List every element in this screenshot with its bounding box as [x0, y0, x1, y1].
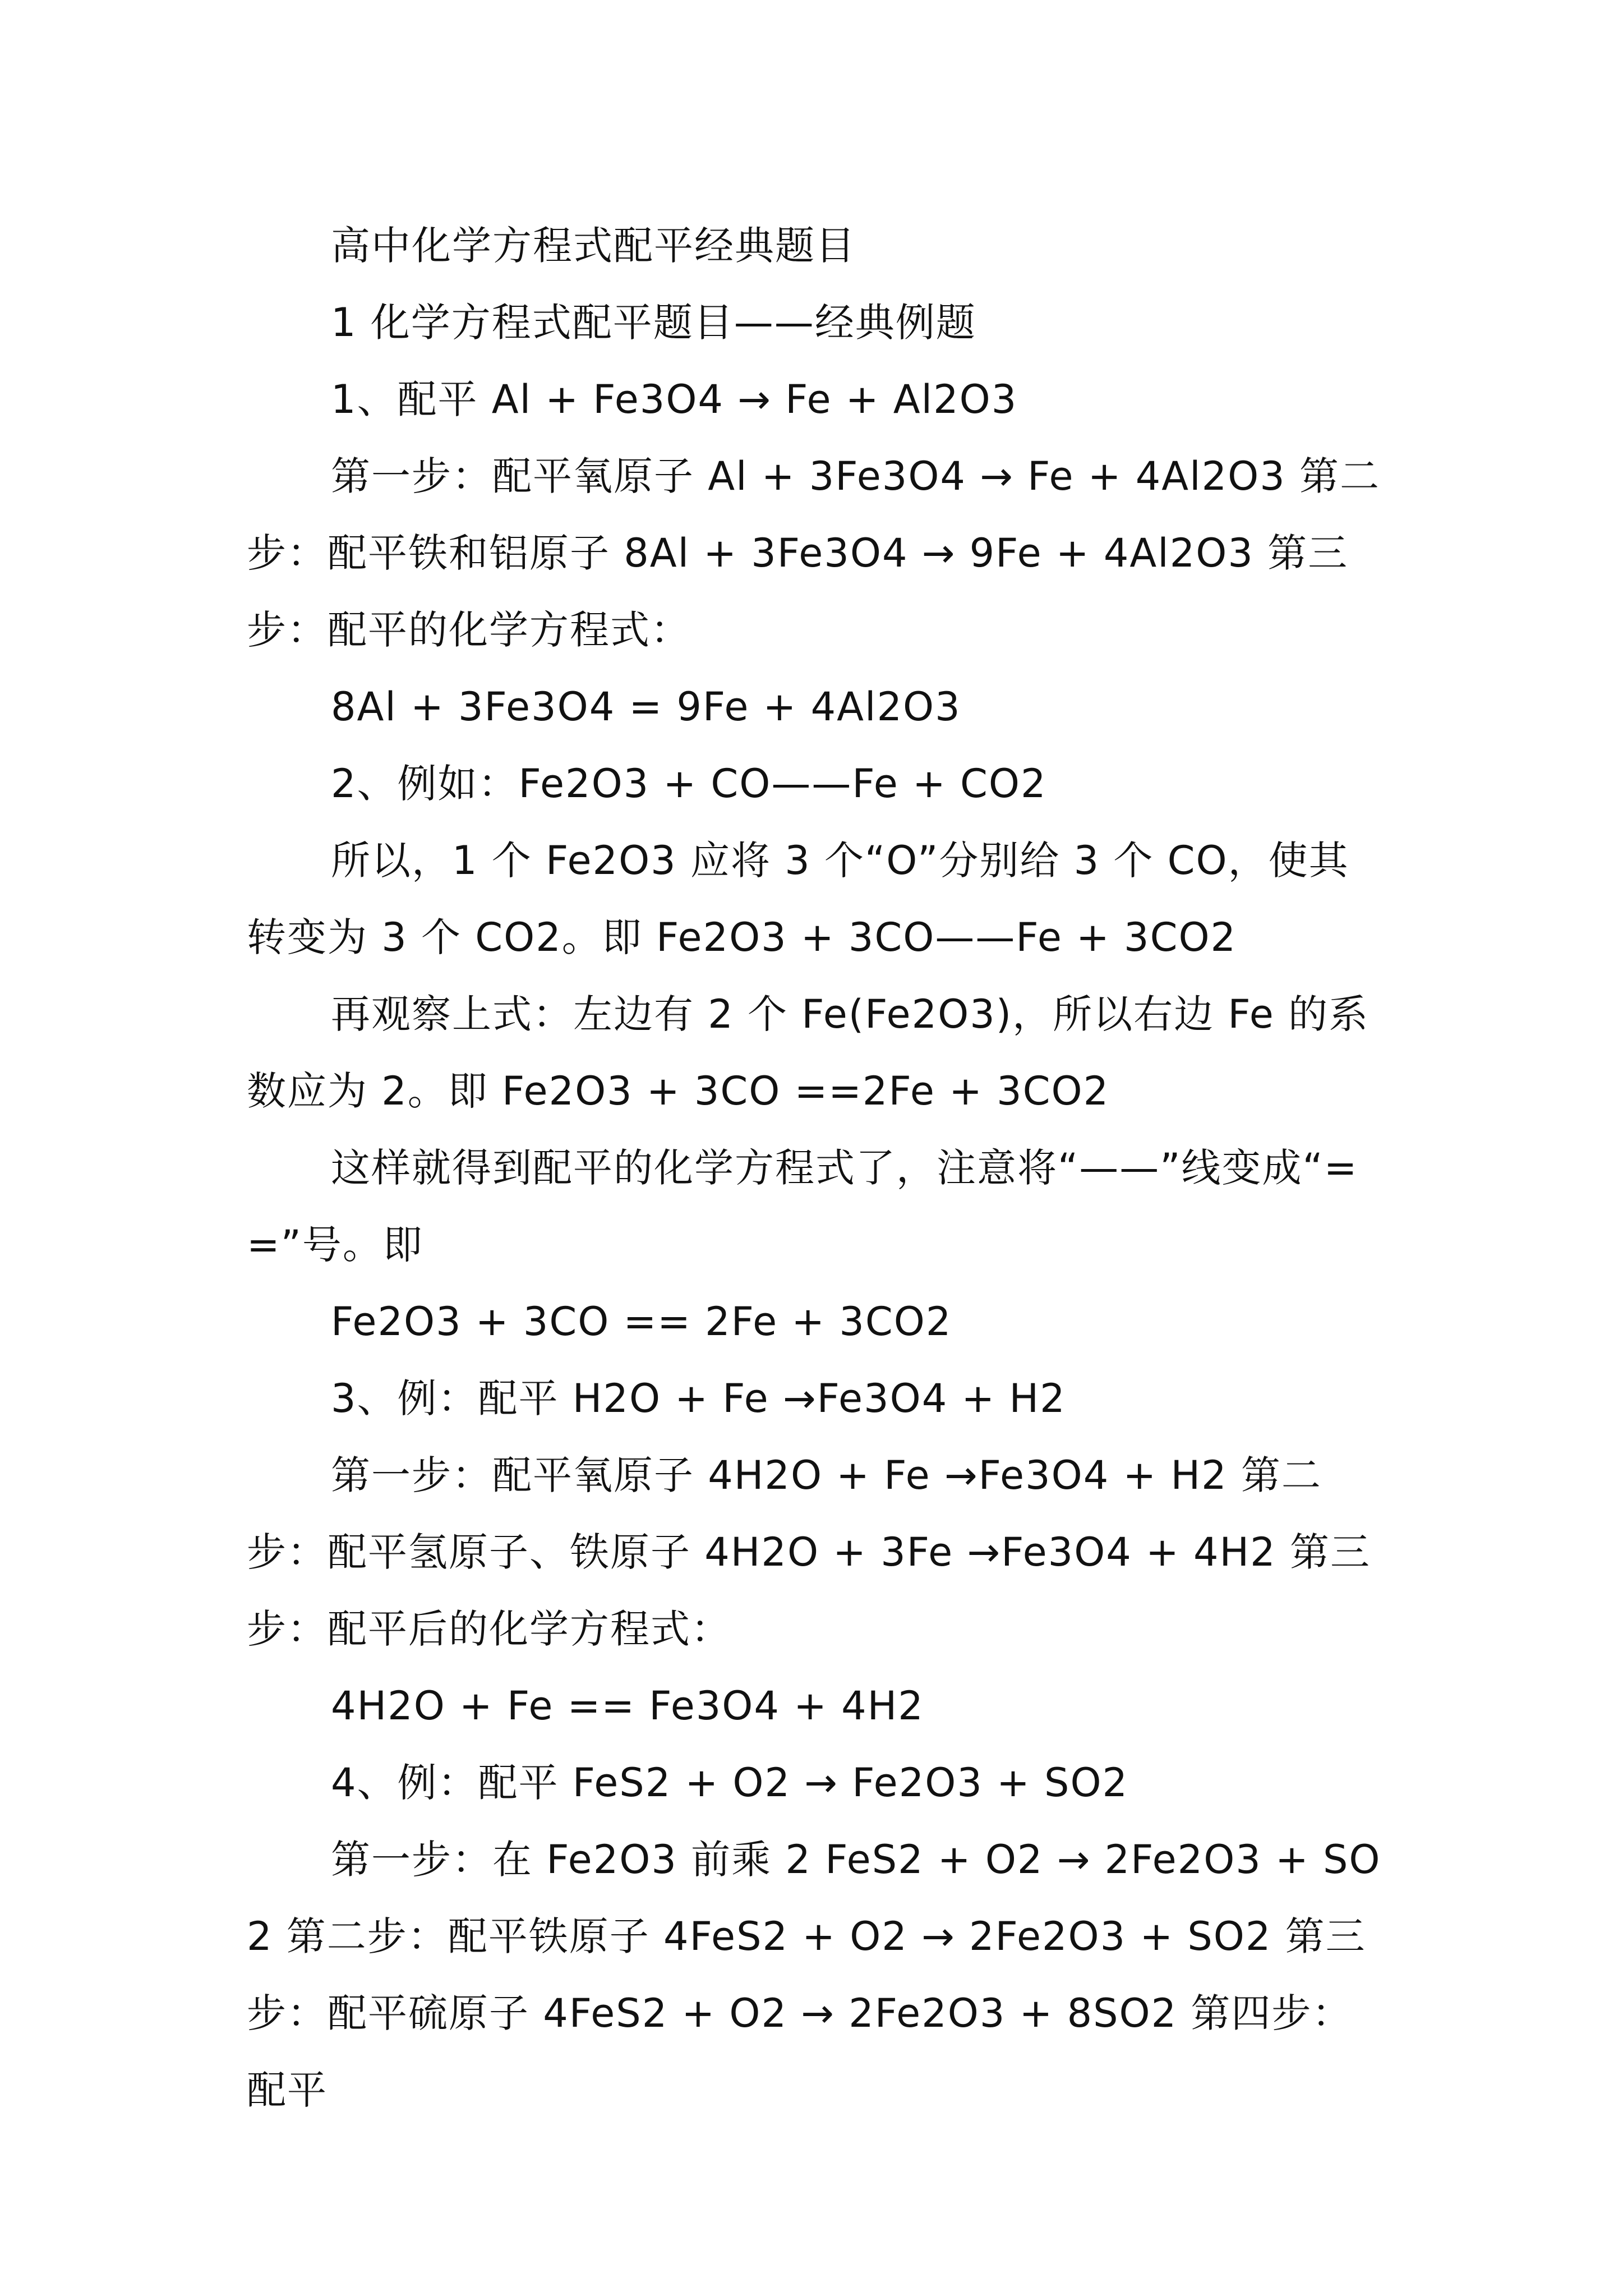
- paragraph-example-2-result: Fe2O3 + 3CO == 2Fe + 3CO2: [331, 1299, 952, 1345]
- paragraph-example-1-steps: 第一步：配平氧原子 Al + 3Fe3O4 → Fe + 4Al2O3 第二步：配平铁和铝原子 8Al + 3Fe3O4 → 9Fe + 4Al2O3 第三步：配平的化学方程式：: [247, 453, 1381, 653]
- paragraph-example-4-steps: 第一步：在 Fe2O3 前乘 2 FeS2 + O2 → 2Fe2O3 + SO2 第二步：配平铁原子 4FeS2 + O2 → 2Fe2O3 + SO2 第三步：配平硫原子 4FeS2 + O2 → 2Fe2O3 + 8SO2 第四步：配平: [247, 1837, 1381, 2113]
- document-title: 高中化学方程式配平经典题目: [331, 223, 856, 269]
- paragraph-example-2-explain-2: 再观察上式：左边有 2 个 Fe(Fe2O3)，所以右边 Fe 的系数应为 2。即 Fe2O3 + 3CO ==2Fe + 3CO2: [247, 991, 1370, 1114]
- paragraph-example-1-result: 8Al + 3Fe3O4 = 9Fe + 4Al2O3: [331, 684, 961, 730]
- paragraph-example-4: 4、例：配平 FeS2 + O2 → Fe2O3 + SO2: [331, 1760, 1129, 1806]
- paragraph-example-2-explain-1: 所以，1 个 Fe2O3 应将 3 个“O”分别给 3 个 CO，使其转变为 3 个 CO2。即 Fe2O3 + 3CO——Fe + 3CO2: [247, 838, 1349, 960]
- paragraph-example-2: 2、例如：Fe2O3 + CO——Fe + CO2: [331, 761, 1047, 807]
- paragraph-example-3: 3、例：配平 H2O + Fe →Fe3O4 + H2: [331, 1375, 1066, 1421]
- paragraph-example-3-result: 4H2O + Fe == Fe3O4 + 4H2: [331, 1683, 924, 1729]
- paragraph-example-2-explain-3: 这样就得到配平的化学方程式了，注意将“——”线变成“==”号。即: [247, 1145, 1358, 1268]
- paragraph-example-1: 1、配平 Al + Fe3O4 → Fe + Al2O3: [331, 376, 1018, 422]
- paragraph-section-heading: 1 化学方程式配平题目——经典例题: [331, 300, 976, 346]
- paragraph-example-3-steps: 第一步：配平氧原子 4H2O + Fe →Fe3O4 + H2 第二步：配平氢原子、铁原子 4H2O + 3Fe →Fe3O4 + 4H2 第三步：配平后的化学方程式：: [247, 1452, 1371, 1652]
- document-body: [247, 208, 1382, 2129]
